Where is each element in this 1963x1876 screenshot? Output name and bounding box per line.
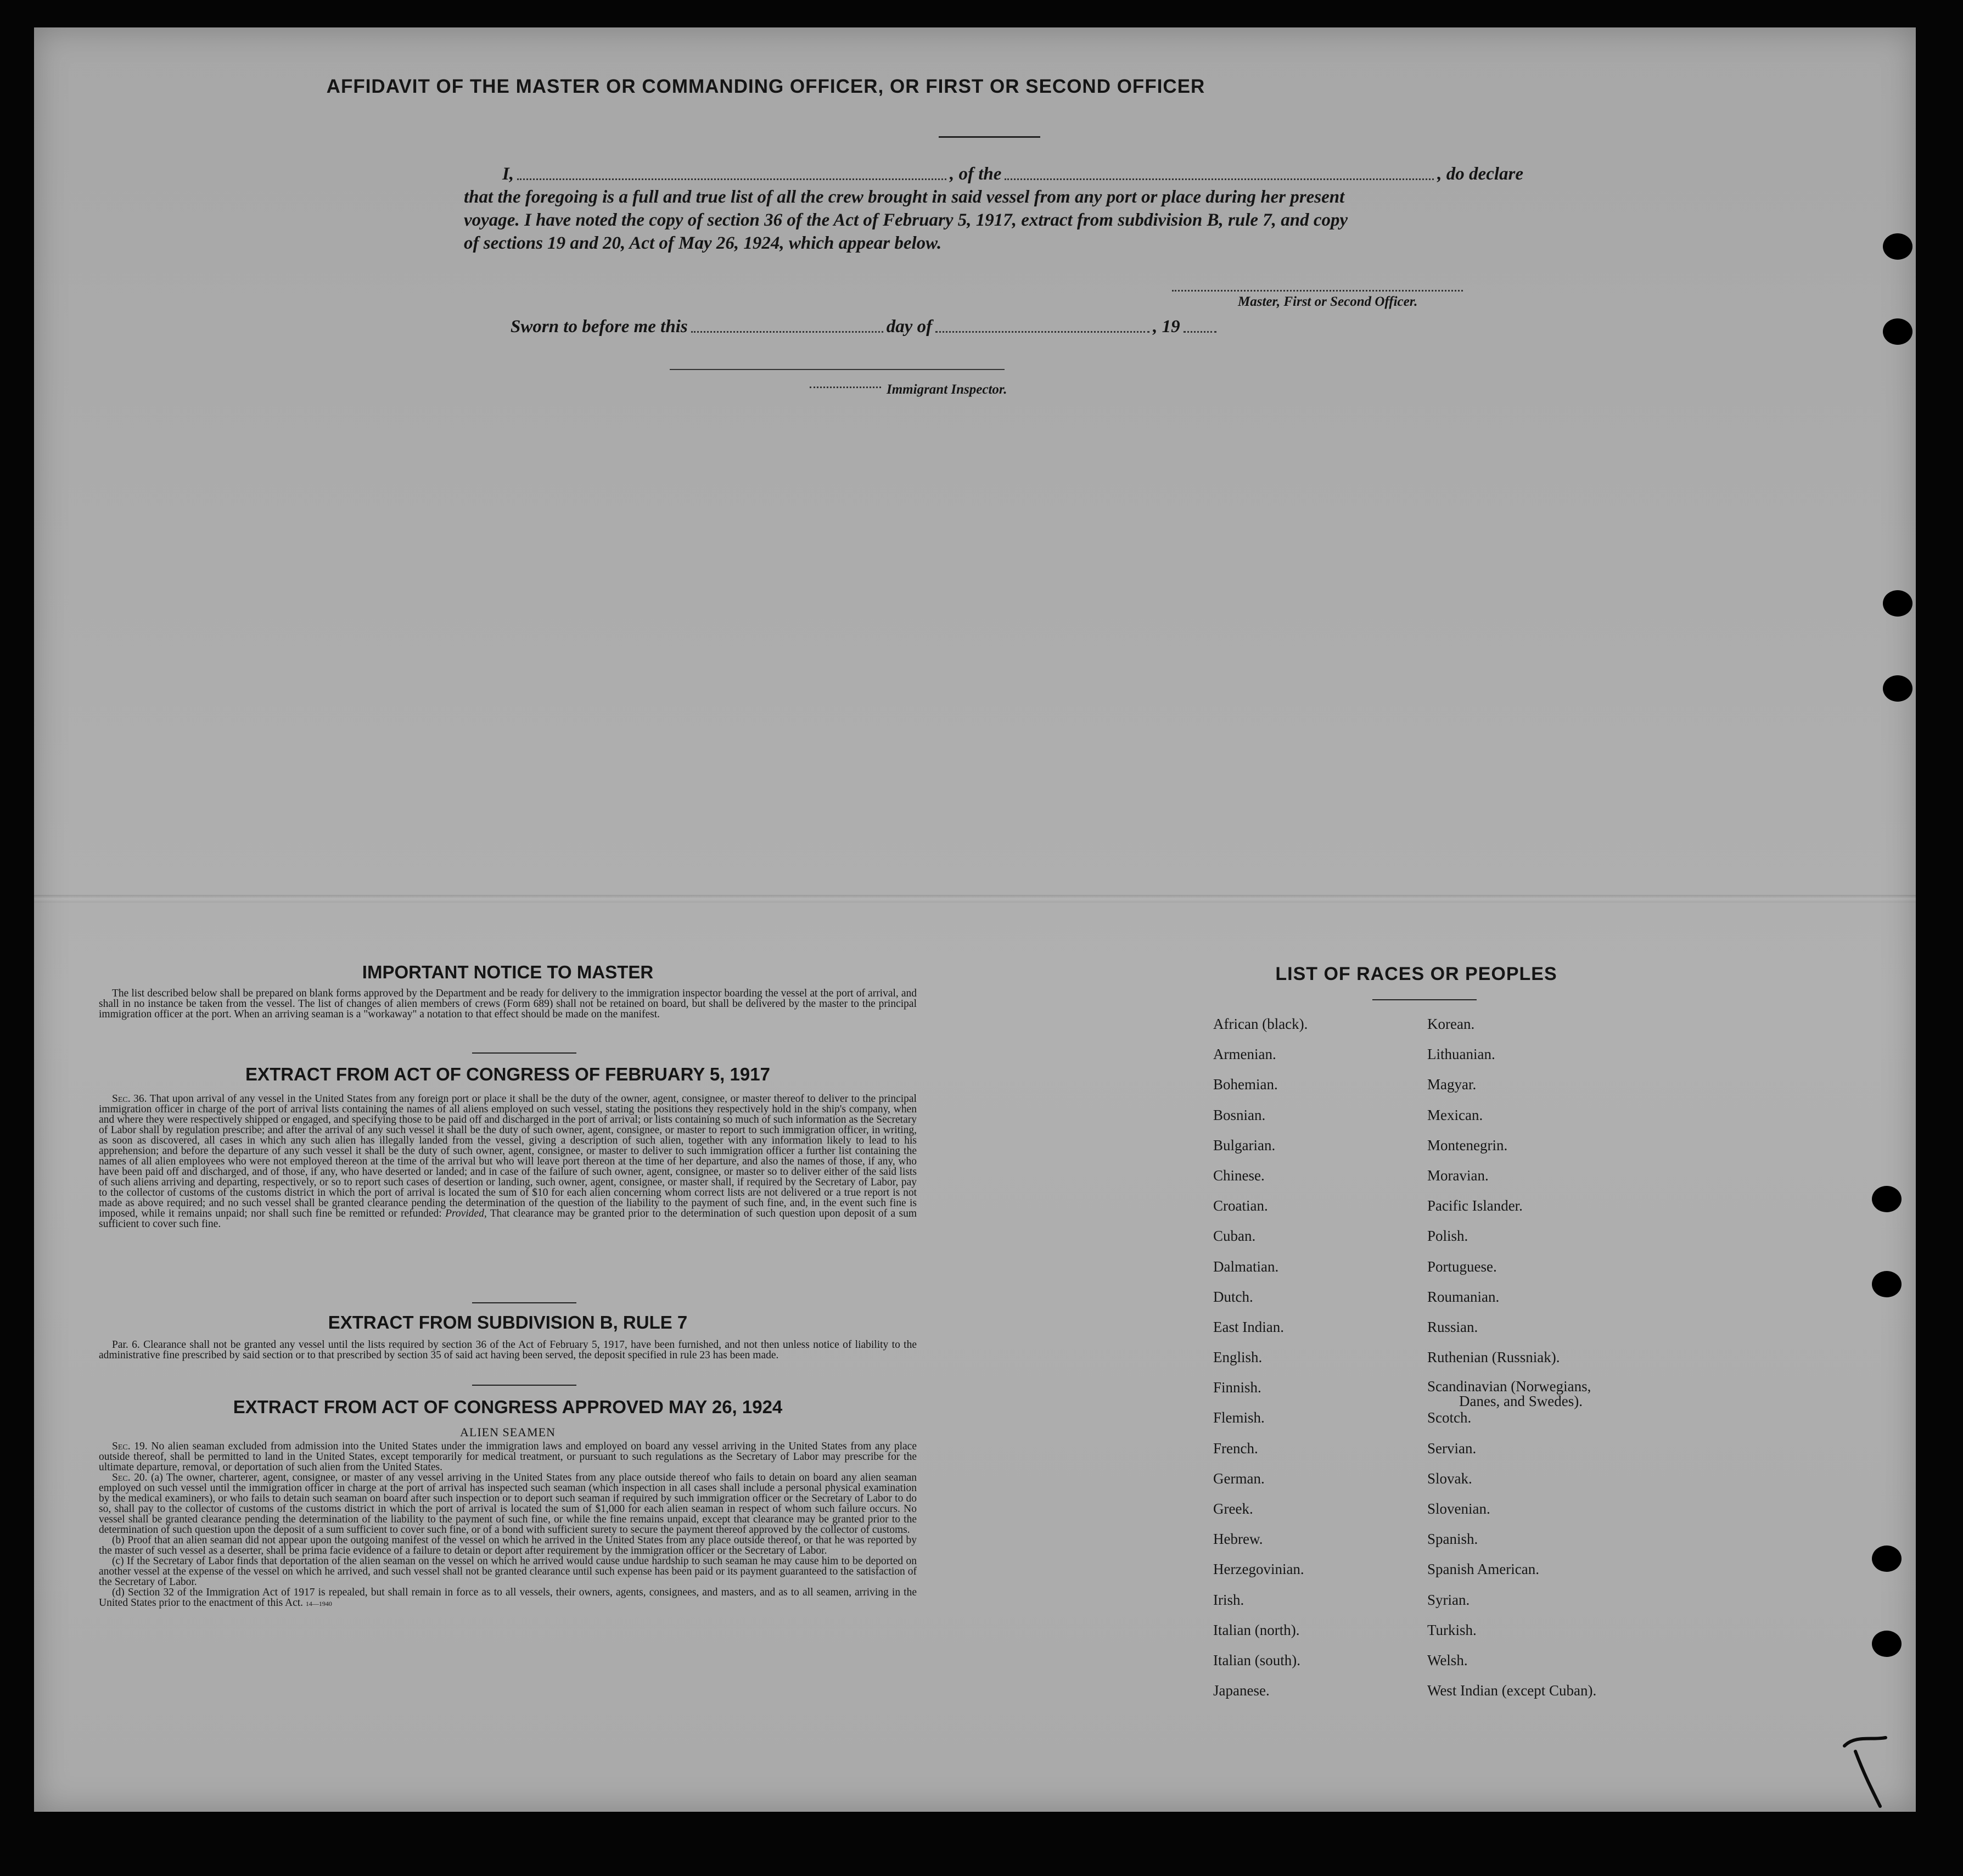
- day-of-text: day of: [886, 317, 933, 337]
- race-item: Finnish.: [1213, 1379, 1261, 1396]
- race-item: Bosnian.: [1213, 1106, 1266, 1123]
- master-signature-line: [1172, 290, 1463, 292]
- section-rule: [472, 1385, 576, 1386]
- race-item: English.: [1213, 1349, 1263, 1366]
- sec36-label: Sec. 36.: [112, 1093, 147, 1105]
- race-item: Spanish American.: [1427, 1561, 1539, 1578]
- race-item: Greek.: [1213, 1500, 1253, 1517]
- punch-hole: [1872, 1631, 1902, 1657]
- title-rule: [939, 136, 1040, 138]
- extract-1924-title: EXTRACT FROM ACT OF CONGRESS APPROVED MAY 26, 1924: [233, 1397, 783, 1417]
- inspector-label: Immigrant Inspector.: [887, 382, 1007, 397]
- sec20a-paragraph: [99, 1472, 917, 1535]
- races-left-column: [1213, 1016, 1308, 1712]
- sec20a-text: (a) The owner, charterer, agent, consignee, or master of any vessel arriving in the United States from any place outside thereof who fails to detain on board any alien seaman employed on such vessel until the immigration officer in charge at the port of arrival has inspected such seaman (which inspection in all cases shall include a personal physical examination by the medical examiners), or who fails to detain such seaman on board after such inspection or to deport such seaman if required by such immigration officer or the Secretary of Labor to do so, shall pay to the collector of customs of the customs district in which the port of arrival is located the sum of $1,000 for each alien seaman in respect of whom such failure occurs. No vessel shall be granted clearance pending the determination of the liability to the payment of such fine, or while the fine remains unpaid, except that clearance may be granted prior to the determination of such question upon the deposit of a sum sufficient to cover such fine, or of a bond with sufficient surety to secure the payment thereof approved by the collector of customs.: [99, 1472, 917, 1536]
- affidavit-line-2: that the foregoing is a full and true list of all the crew brought in said vessel from any port or place during her present: [464, 187, 1345, 207]
- punch-hole: [1872, 1271, 1902, 1297]
- form-number: 14—1940: [305, 1600, 332, 1608]
- affidavit-declare: , do declare: [1437, 164, 1523, 184]
- sec20c-paragraph: (c) If the Secretary of Labor finds that deportation of the alien seaman on the vessel on which he arrived would cause undue hardship to such seaman he may cause him to be deported on another vessel at the expense of the vessel on which he arrived, and such vessel shall not be granted clearance until such expense has been paid or its payment guaranteed to the satisfaction of the Secretary of Labor.: [99, 1555, 917, 1588]
- sec36-paragraph: [99, 1094, 917, 1229]
- extract-rule7-title: EXTRACT FROM SUBDIVISION B, RULE 7: [328, 1312, 688, 1332]
- races-title-rule: [1372, 999, 1477, 1000]
- section-rule: [472, 1302, 576, 1303]
- race-item: Italian (south).: [1213, 1651, 1300, 1668]
- affidavit-body: [464, 163, 1523, 255]
- affidavit-of-the: , of the: [949, 164, 1002, 184]
- punch-hole: [1883, 590, 1912, 617]
- affidavit-line-3: voyage. I have noted the copy of section 36 of the Act of February 5, 1917, extract from subdivision B, rule 7, and copy: [464, 210, 1348, 230]
- inspector-dotted-line: [810, 387, 881, 388]
- race-item: French.: [1213, 1440, 1258, 1457]
- race-item: Cuban.: [1213, 1228, 1256, 1245]
- races-title: LIST OF RACES OR PEOPLES: [1275, 964, 1557, 984]
- sworn-line: [511, 315, 1252, 338]
- year-blank: [1184, 315, 1216, 333]
- race-item: Polish.: [1427, 1228, 1468, 1245]
- notice-title: IMPORTANT NOTICE TO MASTER: [362, 962, 654, 982]
- sec20-label: Sec. 20.: [112, 1472, 148, 1483]
- race-item: Montenegrin.: [1427, 1136, 1508, 1153]
- sec20d-text: (d) Section 32 of the Immigration Act of 1917 is repealed, but shall remain in force as to all vessels, their owners, agents, consignees, and masters, and as to all seamen, arriving in the United States prior to the enactment of this Act.: [99, 1587, 917, 1609]
- race-item: Italian (north).: [1213, 1621, 1300, 1638]
- race-item: African (black).: [1213, 1016, 1308, 1032]
- punch-hole: [1872, 1186, 1902, 1212]
- race-item: West Indian (except Cuban).: [1427, 1682, 1597, 1699]
- race-item: Turkish.: [1427, 1621, 1477, 1638]
- extract-1917-title: EXTRACT FROM ACT OF CONGRESS OF FEBRUARY 5, 1917: [245, 1064, 770, 1084]
- race-item: Portuguese.: [1427, 1258, 1497, 1275]
- race-item: Magyar.: [1427, 1076, 1477, 1093]
- sworn-text: Sworn to before me this: [511, 317, 688, 337]
- race-item: Slovak.: [1427, 1470, 1472, 1487]
- race-item: Scandinavian (Norwegians,: [1427, 1378, 1591, 1395]
- race-item: Scotch.: [1427, 1409, 1472, 1426]
- races-right-column: [1427, 1016, 1596, 1712]
- punch-hole: [1883, 233, 1912, 260]
- sec20d-paragraph: [99, 1587, 917, 1609]
- race-item: Bohemian.: [1213, 1076, 1278, 1093]
- race-item: Pacific Islander.: [1427, 1197, 1523, 1214]
- day-blank: [691, 315, 883, 333]
- sworn-row: [511, 315, 1252, 338]
- race-item: East Indian.: [1213, 1318, 1284, 1335]
- race-item-scandinavian: [1427, 1379, 1596, 1409]
- punch-hole: [1883, 318, 1912, 345]
- affidavit-line-4: of sections 19 and 20, Act of May 26, 1924, which appear below.: [464, 233, 942, 253]
- race-item: Herzegovinian.: [1213, 1561, 1304, 1578]
- sec36-end: That clearance may be granted prior to the determination of such question upon deposit of a sum sufficient to cover such fine.: [99, 1208, 917, 1230]
- race-item: Hebrew.: [1213, 1531, 1263, 1548]
- race-item: Dutch.: [1213, 1288, 1253, 1305]
- race-item: Syrian.: [1427, 1591, 1470, 1608]
- race-item: Korean.: [1427, 1016, 1475, 1032]
- sec19-paragraph: [99, 1441, 917, 1472]
- affidavit-title: AFFIDAVIT OF THE MASTER OR COMMANDING OFFICER, OR FIRST OR SECOND OFFICER: [326, 76, 1205, 97]
- rule7-paragraph: Par. 6. Clearance shall not be granted any vessel until the lists required by section 36 of the Act of February 5, 1917, have been furnished, and not then unless notice of liability to the administrative fine prescribed by said section or to that prescribed by section 35 of said act having been served, the deposit specified in rule 23 has been made.: [99, 1339, 917, 1361]
- notice-paragraph: The list described below shall be prepared on blank forms approved by the Department and be ready for delivery to the immigration inspector boarding the vessel at the port of arrival, and shall in no instance be taken from the vessel. The list of changes of alien members of crews (Form 689) shall not be retained on board, but shall be delivered by the master to the principal immigration officer at the port. When an arriving seaman is a "workaway" a notation to that effect should be made on the manifest.: [99, 988, 917, 1020]
- race-item: Croatian.: [1213, 1197, 1268, 1214]
- sec19-label: Sec. 19.: [112, 1441, 148, 1452]
- race-item: Roumanian.: [1427, 1288, 1500, 1305]
- inspector-signature-line: [670, 369, 1005, 370]
- name-blank: [517, 163, 946, 180]
- sec36-text: That upon arrival of any vessel in the United States from any foreign port or place it shall be the duty of the owner, agent, consignee, or master thereof to deliver to the principal immigration officer in charge of the port of arrival lists containing the names of all aliens employed on such vessel, stating the positions they respectively hold in the ship's company, when and where they were respectively shipped or engaged, and specifying those to be paid off and discharged in the port of arrival; or lists containing so much of such information as the Secretary of Labor shall by regulation prescribe; and after the arrival of any such vessel it shall be the duty of such owner, agent, consignee, or master to report to such immigration officer, in writing, as soon as discovered, all cases in which any such alien has illegally landed from the vessel, giving a description of such alien, together with any information likely to lead to his apprehension; and before the departure of any such vessel it shall be the duty of such owner, agent, consignee, or master to deliver to such immigration officer a further list containing the names of all alien employees who were not employed thereon at the time of the arrival but who will leave port thereon at the time of her departure, and also the names of those, if any, who have been paid off and discharged, and of those, if any, who have deserted or landed; and in case of the failure of such owner, agent, consignee, or master so to deliver either of the said lists of such aliens arriving and departing, respectively, or so to report such cases of desertion or landing, such owner, agent, consignee, or master shall, if required by the Secretary of Labor, pay to the collector of customs of the customs district in which the port of arrival is located the sum of $10 for each alien concerning whom correct lists are not delivered or a true report is not made as above required; and no such vessel shall be granted clearance pending the determination of the question of the liability to the payment of such fine, and, in the event such fine is imposed, while it remains unpaid; nor shall such fine be remitted or refunded:: [99, 1093, 917, 1219]
- proviso: Provided,: [445, 1208, 487, 1219]
- month-blank: [935, 315, 1149, 333]
- race-item: Flemish.: [1213, 1409, 1265, 1426]
- affidavit-line-1: [464, 163, 1523, 186]
- section-rule: [472, 1052, 576, 1054]
- race-item: Moravian.: [1427, 1167, 1489, 1184]
- race-item: Welsh.: [1427, 1651, 1468, 1668]
- punch-hole: [1883, 675, 1912, 702]
- race-item: Spanish.: [1427, 1531, 1478, 1548]
- handwritten-mark: [1833, 1729, 1905, 1812]
- race-item: Japanese.: [1213, 1682, 1270, 1699]
- extract-1917-text: [99, 1094, 917, 1229]
- extract-1924-text: [99, 1441, 917, 1609]
- extract-rule7-text: [99, 1340, 917, 1360]
- race-item: Bulgarian.: [1213, 1136, 1276, 1153]
- master-label: Master, First or Second Officer.: [1238, 294, 1418, 309]
- vessel-blank: [1005, 163, 1434, 180]
- sec19-text: No alien seaman excluded from admission into the United States under the immigration laws and employed on board any vessel arriving in the United States from any place outside thereof, shall be permitted to land in the United States, except temporarily for medical treatment, or pursuant to such regulations as the Secretary of Labor may prescribe for the ultimate departure, removal, or deportation of such alien from the United States.: [99, 1441, 917, 1473]
- race-item: Russian.: [1427, 1318, 1478, 1335]
- punch-hole: [1872, 1545, 1902, 1572]
- race-item: Dalmatian.: [1213, 1258, 1279, 1275]
- race-item-continued: Danes, and Swedes).: [1459, 1393, 1583, 1410]
- race-item: Irish.: [1213, 1591, 1244, 1608]
- race-item: Chinese.: [1213, 1167, 1265, 1184]
- race-item: Servian.: [1427, 1440, 1477, 1457]
- affidavit-i: I,: [502, 164, 514, 184]
- year-text: , 19: [1153, 317, 1180, 337]
- race-item: Armenian.: [1213, 1046, 1276, 1063]
- notice-text: [99, 988, 917, 1020]
- sec20b-paragraph: (b) Proof that an alien seaman did not appear upon the outgoing manifest of the vessel on which he arrived in the United States from any place outside thereof, or that he was reported by the master of such vessel as a deserter, shall be prima facie evidence of a failure to detain or deport after requirement by the immigration officer or the Secretary of Labor.: [99, 1535, 917, 1556]
- race-item: Slovenian.: [1427, 1500, 1490, 1517]
- race-item: Mexican.: [1427, 1106, 1483, 1123]
- race-item: Ruthenian (Russniak).: [1427, 1349, 1560, 1366]
- fold-crease: [34, 895, 1916, 903]
- alien-seamen-subtitle: ALIEN SEAMEN: [460, 1425, 556, 1439]
- race-item: German.: [1213, 1470, 1265, 1487]
- race-item: Lithuanian.: [1427, 1046, 1495, 1063]
